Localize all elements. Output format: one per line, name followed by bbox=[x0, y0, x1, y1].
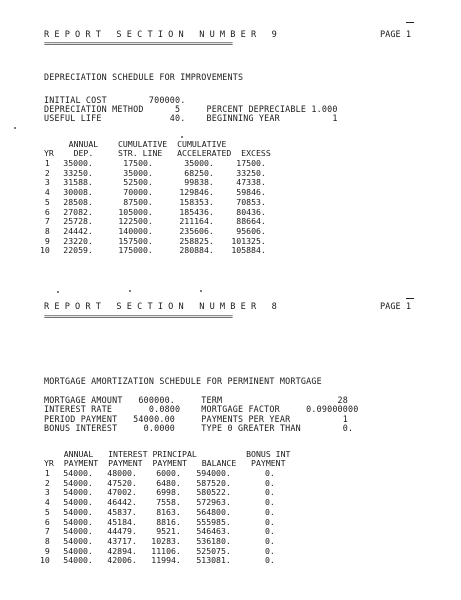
principal-payment-cell: 6998. bbox=[156, 487, 181, 498]
year-cell: 9 bbox=[44, 235, 50, 246]
section-9-title: R E P O R T S E C T I O N N U M B E R 9 bbox=[44, 30, 277, 40]
depreciation-heading: DEPRECIATION SCHEDULE FOR IMPROVEMENTS bbox=[44, 72, 244, 82]
year-cell: 9 bbox=[44, 545, 50, 556]
excess-cell: 101325. bbox=[231, 235, 266, 246]
section-8-underline: ================================================ bbox=[44, 312, 232, 321]
scan-speck bbox=[200, 290, 202, 292]
annual-payment-cell: 54000. bbox=[63, 555, 93, 566]
year-cell: 7 bbox=[44, 216, 50, 227]
interest-payment-cell: 47520. bbox=[107, 477, 137, 488]
bonus-int-payment-cell: 0. bbox=[265, 506, 275, 517]
bonus-int-payment-cell: 0. bbox=[265, 516, 275, 527]
cum-accelerated-cell: 129846. bbox=[179, 187, 214, 198]
scan-speck bbox=[14, 127, 16, 129]
balance-cell: 587520. bbox=[196, 477, 231, 488]
annual-dep-cell: 24442. bbox=[63, 225, 93, 236]
annual-dep-cell: 35000. bbox=[63, 158, 93, 168]
principal-payment-cell: 11994. bbox=[151, 555, 181, 566]
cum-straight-line-cell: 157500. bbox=[118, 235, 153, 246]
cum-accelerated-cell: 258825. bbox=[179, 235, 214, 246]
depreciation-column-header-2: YR DEP. STR. LINE ACCELERATED EXCESS bbox=[44, 148, 271, 158]
annual-dep-cell: 31588. bbox=[63, 177, 93, 188]
year-cell: 2 bbox=[44, 167, 50, 178]
excess-cell: 105884. bbox=[231, 245, 266, 256]
cum-accelerated-cell: 99838. bbox=[184, 177, 214, 188]
year-cell: 1 bbox=[44, 468, 50, 478]
bonus-int-payment-cell: 0. bbox=[265, 468, 275, 478]
excess-cell: 88664. bbox=[236, 216, 266, 227]
interest-payment-cell: 47002. bbox=[107, 487, 137, 498]
bonus-int-payment-cell: 0. bbox=[265, 487, 275, 498]
mortgage-heading: MORTGAGE AMORTIZATION SCHEDULE FOR PERMINENT MORTGAGE bbox=[44, 376, 322, 386]
excess-cell: 70853. bbox=[236, 196, 266, 207]
section-8-page-number: PAGE 1 bbox=[380, 302, 412, 312]
interest-payment-cell: 43717. bbox=[107, 535, 137, 546]
excess-cell: 47338. bbox=[236, 177, 266, 188]
bonus-int-payment-cell: 0. bbox=[265, 555, 275, 566]
cum-accelerated-cell: 235606. bbox=[179, 225, 214, 236]
page-corner-mark bbox=[406, 22, 414, 23]
annual-payment-cell: 54000. bbox=[63, 545, 93, 556]
balance-cell: 555985. bbox=[196, 516, 231, 527]
annual-payment-cell: 54000. bbox=[63, 497, 93, 508]
annual-dep-cell: 22059. bbox=[63, 245, 93, 256]
depreciation-row bbox=[40, 246, 266, 256]
cum-straight-line-cell: 105000. bbox=[118, 206, 153, 217]
principal-payment-cell: 6000. bbox=[156, 468, 181, 478]
year-cell: 6 bbox=[44, 206, 50, 217]
annual-payment-cell: 54000. bbox=[63, 468, 93, 478]
balance-cell: 546463. bbox=[196, 526, 231, 537]
year-cell: 10 bbox=[40, 245, 50, 256]
bonus-interest-line: BONUS INTEREST 0.0000 TYPE 0 GREATER THAN 0. bbox=[44, 423, 354, 433]
principal-payment-cell: 10283. bbox=[151, 535, 181, 546]
balance-cell: 564800. bbox=[196, 506, 231, 517]
annual-payment-cell: 54000. bbox=[63, 516, 93, 527]
year-cell: 5 bbox=[44, 506, 50, 517]
annual-dep-cell: 28508. bbox=[63, 196, 93, 207]
depreciation-method-line: DEPRECIATION METHOD 5 PERCENT DEPRECIABLE 1.000 bbox=[44, 104, 338, 114]
page-corner-mark bbox=[406, 298, 414, 299]
cum-straight-line-cell: 122500. bbox=[118, 216, 153, 227]
balance-cell: 525075. bbox=[196, 545, 231, 556]
principal-payment-cell: 8816. bbox=[156, 516, 181, 527]
excess-cell: 80436. bbox=[236, 206, 266, 217]
interest-payment-cell: 48000. bbox=[107, 468, 137, 478]
balance-cell: 513081. bbox=[196, 555, 231, 566]
year-cell: 8 bbox=[44, 225, 50, 236]
cum-accelerated-cell: 68250. bbox=[184, 167, 214, 178]
excess-cell: 59846. bbox=[236, 187, 266, 198]
interest-payment-cell: 44479. bbox=[107, 526, 137, 537]
year-cell: 7 bbox=[44, 526, 50, 537]
year-cell: 8 bbox=[44, 535, 50, 546]
balance-cell: 572963. bbox=[196, 497, 231, 508]
bonus-int-payment-cell: 0. bbox=[265, 526, 275, 537]
annual-payment-cell: 54000. bbox=[63, 535, 93, 546]
scan-speck bbox=[57, 291, 59, 293]
cum-accelerated-cell: 185436. bbox=[179, 206, 214, 217]
principal-payment-cell: 11106. bbox=[151, 545, 181, 556]
bonus-int-payment-cell: 0. bbox=[265, 497, 275, 508]
year-cell: 5 bbox=[44, 196, 50, 207]
scan-speck bbox=[181, 136, 183, 138]
mortgage-row bbox=[40, 556, 275, 566]
depreciation-column-header-1: ANNUAL CUMULATIVE CUMULATIVE bbox=[44, 139, 227, 149]
annual-payment-cell: 54000. bbox=[63, 506, 93, 517]
period-payment-line: PERIOD PAYMENT 54000.00 PAYMENTS PER YEAR 1 bbox=[44, 414, 349, 424]
balance-cell: 594000. bbox=[196, 468, 231, 478]
interest-payment-cell: 45184. bbox=[107, 516, 137, 527]
cum-straight-line-cell: 70000. bbox=[123, 187, 153, 198]
year-cell: 1 bbox=[44, 158, 50, 168]
annual-dep-cell: 27082. bbox=[63, 206, 93, 217]
cum-straight-line-cell: 17500. bbox=[123, 158, 153, 168]
initial-cost-line: INITIAL COST 700000. bbox=[44, 95, 186, 105]
excess-cell: 33250. bbox=[236, 167, 266, 178]
cum-accelerated-cell: 35000. bbox=[184, 158, 214, 168]
annual-dep-cell: 33250. bbox=[63, 167, 93, 178]
section-8-title: R E P O R T S E C T I O N N U M B E R 8 bbox=[44, 302, 277, 312]
principal-payment-cell: 8163. bbox=[156, 506, 181, 517]
balance-cell: 580522. bbox=[196, 487, 231, 498]
year-cell: 6 bbox=[44, 516, 50, 527]
balance-cell: 536180. bbox=[196, 535, 231, 546]
year-cell: 2 bbox=[44, 477, 50, 488]
section-9-underline: ================================================ bbox=[44, 39, 232, 48]
scan-speck bbox=[129, 290, 131, 292]
useful-life-line: USEFUL LIFE 40. BEGINNING YEAR 1 bbox=[44, 113, 338, 123]
principal-payment-cell: 6480. bbox=[156, 477, 181, 488]
year-cell: 3 bbox=[44, 177, 50, 188]
mortgage-table bbox=[40, 469, 275, 566]
cum-straight-line-cell: 35000. bbox=[123, 167, 153, 178]
annual-payment-cell: 54000. bbox=[63, 487, 93, 498]
cum-accelerated-cell: 211164. bbox=[179, 216, 214, 227]
cum-accelerated-cell: 280884. bbox=[179, 245, 214, 256]
interest-rate-line: INTEREST RATE 0.0800 MORTGAGE FACTOR 0.09000000 bbox=[44, 404, 359, 414]
year-cell: 4 bbox=[44, 497, 50, 508]
annual-dep-cell: 25728. bbox=[63, 216, 93, 227]
interest-payment-cell: 42006. bbox=[107, 555, 137, 566]
year-cell: 3 bbox=[44, 487, 50, 498]
section-9-page-number: PAGE 1 bbox=[380, 30, 412, 40]
bonus-int-payment-cell: 0. bbox=[265, 545, 275, 556]
interest-payment-cell: 42894. bbox=[107, 545, 137, 556]
excess-cell: 95606. bbox=[236, 225, 266, 236]
mortgage-amount-line: MORTGAGE AMOUNT 600000. TERM 28 bbox=[44, 395, 349, 405]
annual-payment-cell: 54000. bbox=[63, 526, 93, 537]
mortgage-column-header-1: ANNUAL INTEREST PRINCIPAL BONUS INT bbox=[44, 449, 291, 459]
interest-payment-cell: 46442. bbox=[107, 497, 137, 508]
annual-dep-cell: 23220. bbox=[63, 235, 93, 246]
year-cell: 4 bbox=[44, 187, 50, 198]
interest-payment-cell: 45837. bbox=[107, 506, 137, 517]
annual-payment-cell: 54000. bbox=[63, 477, 93, 488]
cum-accelerated-cell: 158353. bbox=[179, 196, 214, 207]
principal-payment-cell: 7558. bbox=[156, 497, 181, 508]
cum-straight-line-cell: 140000. bbox=[118, 225, 153, 236]
cum-straight-line-cell: 175000. bbox=[118, 245, 153, 256]
excess-cell: 17500. bbox=[236, 158, 266, 168]
mortgage-column-header-2: YR PAYMENT PAYMENT PAYMENT BALANCE PAYMENT bbox=[44, 458, 286, 468]
bonus-int-payment-cell: 0. bbox=[265, 535, 275, 546]
depreciation-table bbox=[40, 159, 266, 256]
cum-straight-line-cell: 87500. bbox=[123, 196, 153, 207]
year-cell: 10 bbox=[40, 555, 50, 566]
annual-dep-cell: 30008. bbox=[63, 187, 93, 198]
principal-payment-cell: 9521. bbox=[156, 526, 181, 537]
cum-straight-line-cell: 52500. bbox=[123, 177, 153, 188]
bonus-int-payment-cell: 0. bbox=[265, 477, 275, 488]
